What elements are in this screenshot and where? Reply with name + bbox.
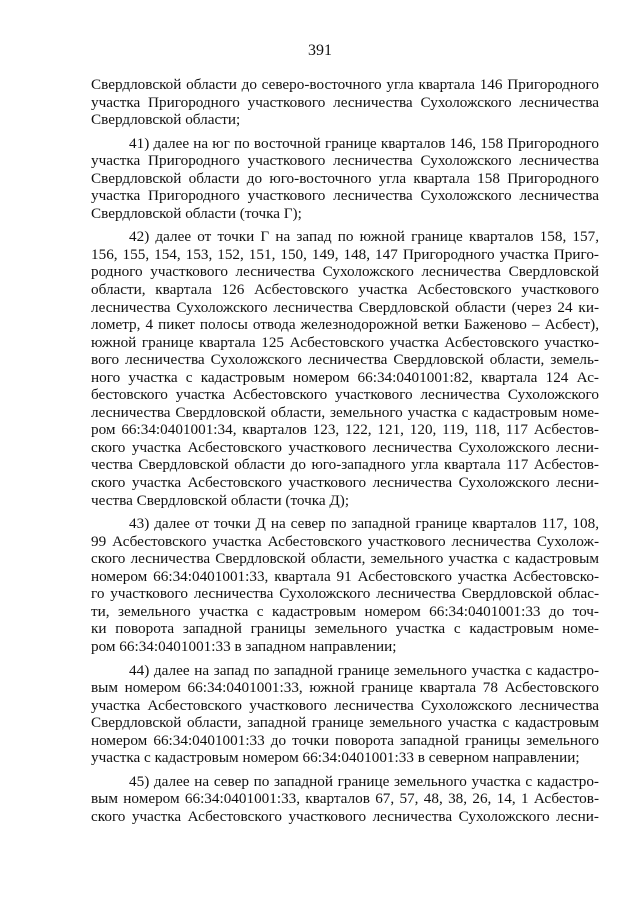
text-line: ского участка Асбестовского участкового лесничества Сухоложского лесни-	[91, 438, 599, 456]
text-line: 44) далее на запад по западной границе земельного участка с кадастро-	[129, 661, 599, 679]
document-body	[91, 76, 599, 831]
text-line: ки поворота западной границы земельного участка с кадастровым номе-	[91, 620, 599, 638]
text-line: участка Пригородного участкового лесничества Сухоложского лесничества	[91, 93, 599, 111]
text-line: чества Свердловской области до юго-западного угла квартала 117 Асбестов-	[91, 456, 599, 474]
text-line: 99 Асбестовского участка Асбестовского участкового лесничества Сухолож-	[91, 532, 599, 550]
text-line: области, квартала 126 Асбестовского участка Асбестовского участкового	[91, 281, 599, 299]
text-line: Свердловской области;	[91, 111, 241, 129]
text-line: ского лесничества Свердловской области, земельного участка с кадастровым	[91, 550, 599, 568]
page-number: 391	[308, 42, 332, 59]
text-line: 42) далее от точки Г на запад по южной границе кварталов 158, 157,	[129, 228, 599, 246]
text-line: Свердловской области (точка Г);	[91, 204, 302, 222]
paragraph	[91, 228, 599, 509]
text-line: ром 66:34:0401001:33 в западном направлении;	[91, 637, 397, 655]
text-line: Свердловской области, западной границе земельного участка с кадастровым	[91, 714, 599, 732]
paragraph	[91, 135, 599, 223]
text-line: лесничества Сухоложского лесничества Свердловской области (через 24 ки-	[91, 298, 599, 316]
paragraph	[91, 515, 599, 655]
paragraph	[91, 76, 599, 129]
text-line: 41) далее на юг по восточной границе кварталов 146, 158 Пригородного	[129, 134, 599, 152]
text-line: вого лесничества Сухоложского лесничества Свердловской области, земель-	[91, 351, 599, 369]
text-line: номером 66:34:0401001:33 до точки поворота западной границы земельного	[91, 731, 599, 749]
text-line: лесничества Свердловской области, земельного участка с кадастровым номе-	[91, 403, 599, 421]
text-line: 156, 155, 154, 153, 152, 151, 150, 149, 148, 147 Пригородного участка Приго-	[91, 245, 599, 263]
text-line: участка Пригородного участкового лесничества Сухоложского лесничества	[91, 152, 599, 170]
text-line: участка с кадастровым номером 66:34:0401001:33 в северном направлении;	[91, 749, 580, 767]
text-line: участка Пригородного участкового лесничества Сухоложского лесничества	[91, 187, 599, 205]
text-line: 45) далее на север по западной границе земельного участка с кадастро-	[129, 772, 599, 790]
text-line: южной границе квартала 125 Асбестовского участка Асбестовского участко-	[91, 333, 599, 351]
text-line: Свердловской области до юго-восточного угла квартала 158 Пригородного	[91, 169, 599, 187]
text-line: лометр, 4 пикет полосы отвода железнодорожной ветки Баженово – Асбест),	[91, 316, 599, 334]
text-line: го участкового лесничества Сухоложского лесничества Свердловской облас-	[91, 585, 599, 603]
text-line: ром 66:34:0401001:34, кварталов 123, 122, 121, 120, 119, 118, 117 Асбестов-	[91, 421, 599, 439]
text-line: 43) далее от точки Д на север по западной границе кварталов 117, 108,	[129, 515, 599, 533]
text-line: Свердловской области до северо-восточного угла квартала 146 Пригородного	[91, 76, 599, 93]
text-line: чества Свердловской области (точка Д);	[91, 491, 350, 509]
text-line: номером 66:34:0401001:33, квартала 91 Асбестовского участка Асбестовско-	[91, 567, 599, 585]
text-line: ти, земельного участка с кадастровым номером 66:34:0401001:33 до точ-	[91, 602, 599, 620]
paragraph	[91, 773, 599, 826]
text-line: ного участка с кадастровым номером 66:34:0401001:82, квартала 124 Ас-	[91, 368, 599, 386]
text-line: вым номером 66:34:0401001:33, южной границе квартала 78 Асбестовского	[91, 679, 599, 697]
text-line: бестовского участка Асбестовского участкового лесничества Сухоложского	[91, 386, 599, 404]
text-line: родного участкового лесничества Сухоложского лесничества Свердловской	[91, 263, 599, 281]
paragraph	[91, 662, 599, 767]
text-line: вым номером 66:34:0401001:33, кварталов 67, 57, 48, 38, 26, 14, 1 Асбестов-	[91, 790, 599, 808]
text-line: ского участка Асбестовского участкового лесничества Сухоложского лесни-	[91, 474, 599, 492]
text-line: участка Асбестовского участкового лесничества Сухоложского лесничества	[91, 696, 599, 714]
text-line: ского участка Асбестовского участкового лесничества Сухоложского лесни-	[91, 807, 599, 825]
